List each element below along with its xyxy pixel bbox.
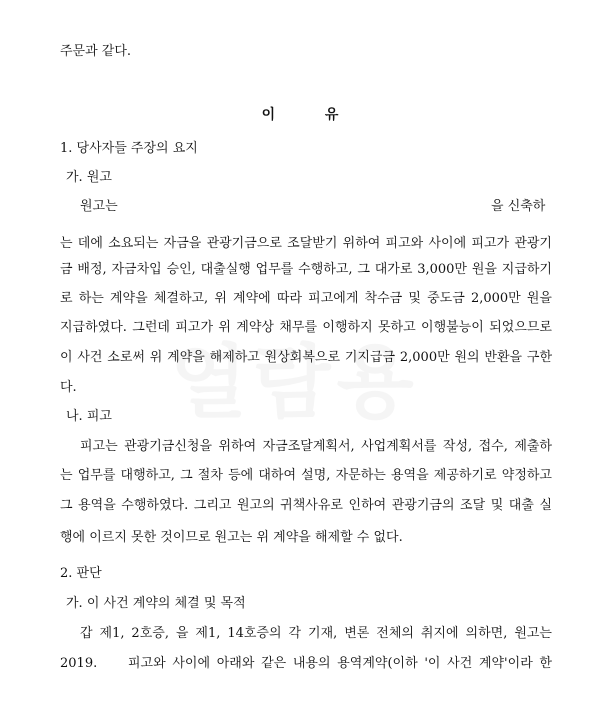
plaintiff-line: 지급하였다. 그런데 피고가 위 계약상 채무를 이행하지 못하고 이행불능이 되었으므로 (60, 320, 552, 335)
plaintiff-line1-start: 원고는 (80, 199, 118, 214)
plaintiff-line: 는 데에 소요되는 자금을 관광기금으로 조달받기 위하여 피고와 사이에 피고가 관광기 (60, 236, 552, 251)
section-heading (0, 104, 600, 124)
plaintiff-last-line: 다. (60, 380, 77, 395)
plaintiff-line1-end: 을 신축하 (491, 199, 546, 214)
top-line: 주문과 같다. (60, 44, 132, 59)
heading-right: 유 (324, 107, 339, 123)
section2-title: 2. 판단 (60, 566, 102, 581)
plaintiff-line: 이 사건 소로써 위 계약을 해제하고 원상회복으로 기지급금 2,000만 원의 반환을 구한 (60, 350, 552, 365)
subsection-line: 갑 제1, 2호증, 을 제1, 14호증의 각 기재, 변론 전체의 취지에 의하면, 원고는 (80, 626, 552, 641)
plaintiff-line: 로 하는 계약을 체결하고, 위 계약에 따라 피고에게 착수금 및 중도금 2,000만 원을 (60, 291, 552, 306)
plaintiff-title: 가. 원고 (66, 170, 112, 185)
subsection-title: 가. 이 사건 계약의 체결 및 목적 (66, 596, 246, 611)
defendant-line: 그 용역을 수행하였다. 그리고 원고의 귀책사유로 인하여 관광기금의 조달 및 대출 실 (60, 498, 552, 513)
section1-title: 1. 당사자들 주장의 요지 (60, 141, 198, 156)
defendant-title: 나. 피고 (66, 409, 112, 424)
heading-left: 이 (261, 107, 276, 123)
plaintiff-line: 금 배정, 자금차입 승인, 대출실행 업무를 수행하고, 그 대가로 3,000만 원을 지급하기 (60, 262, 552, 277)
defendant-line: 는 업무를 대행하고, 그 절차 등에 대하여 설명, 자문하는 용역을 제공하기로 약정하고 (60, 468, 552, 483)
subsection-line-rest: 피고와 사이에 아래와 같은 내용의 용역계약(이하 '이 사건 계약'이라 한 (128, 656, 552, 671)
defendant-line: 피고는 관광기금신청을 위하여 자금조달계획서, 사업계획서를 작성, 접수, 제출하 (80, 439, 552, 454)
defendant-last-line: 행에 이르지 못한 것이므로 원고는 위 계약을 해제할 수 없다. (60, 530, 403, 545)
subsection-year: 2019. (60, 656, 98, 671)
